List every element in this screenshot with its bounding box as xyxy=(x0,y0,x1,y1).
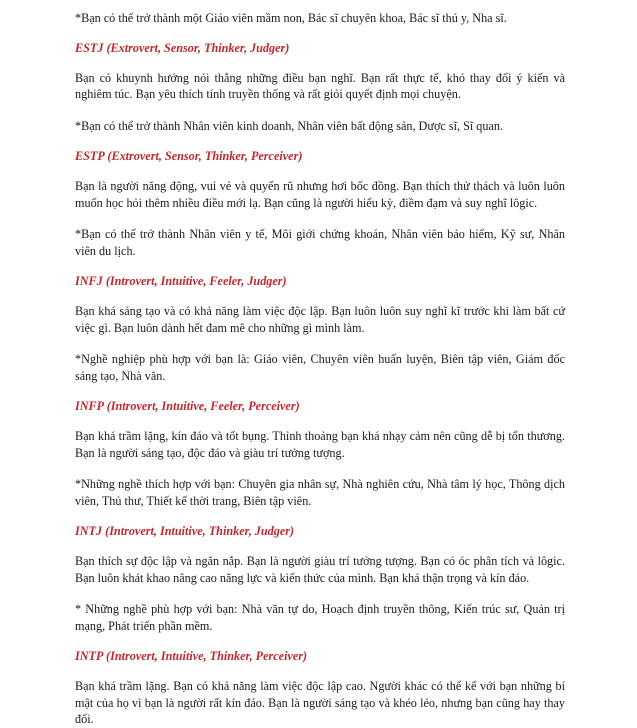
type-description-estp: Bạn là người năng động, vui vẻ và quyến rũ nhưng hơi bốc đồng. Bạn thích thử thách và luôn luôn muốn học hỏi thêm nhiều điều mới lạ. Bạn cũng là người hiếu kỳ, điềm đạm và suy nghĩ lôgic. xyxy=(75,178,565,210)
type-description-intp: Bạn khá trầm lặng. Bạn có khả năng làm việc độc lập cao. Người khác có thể kể với bạn những bí mật của họ vì bạn là người rất kín đáo. Bạn là người sáng tạo và khéo léo, nhưng bạn cũng hay thay đổi. xyxy=(75,678,565,727)
type-careers-infj: *Nghề nghiệp phù hợp với bạn là: Giáo viên, Chuyên viên huấn luyện, Biên tập viên, Giám đốc sáng tạo, Nhà văn. xyxy=(75,352,565,384)
type-heading-intj: INTJ (Introvert, Intuitive, Thinker, Judger) xyxy=(75,523,295,538)
type-heading-estp: ESTP (Extrovert, Sensor, Thinker, Perceiver) xyxy=(75,148,303,163)
type-description-intj: Bạn thích sự độc lập và ngăn nắp. Bạn là người giàu trí tưởng tượng. Bạn có óc phân tích và lôgic. Bạn luôn khát khao nâng cao năng lực và kiến thức của mình. Bạn khá thận trọng và kín đáo. xyxy=(75,553,565,585)
careers-note: *Bạn có thể trở thành một Giáo viên mầm non, Bác sĩ chuyên khoa, Bác sĩ thú y, Nha sĩ. xyxy=(75,11,507,25)
type-heading-infp: INFP (Introvert, Intuitive, Feeler, Perceiver) xyxy=(75,398,300,413)
type-careers-infp: *Những nghề thích hợp với bạn: Chuyên gia nhân sự, Nhà nghiên cứu, Nhà tâm lý học, Thông dịch viên, Thủ thư, Thiết kế thời trang, Biên tập viên. xyxy=(75,477,565,509)
type-heading-intp: INTP (Introvert, Intuitive, Thinker, Perceiver) xyxy=(75,648,308,663)
type-description-estj: Bạn có khuynh hướng nói thẳng những điều bạn nghĩ. Bạn rất thực tế, khó thay đổi ý kiến và nghiêm túc. Bạn yêu thích tính truyền thống và rất giỏi quyết định mọi chuyện. xyxy=(75,70,565,102)
type-heading-estj: ESTJ (Extrovert, Sensor, Thinker, Judger) xyxy=(75,40,290,55)
type-careers-intj: * Những nghề phù hợp với bạn: Nhà văn tự do, Hoạch định truyền thông, Kiến trúc sư, Quản trị mạng, Phát triển phần mềm. xyxy=(75,602,565,634)
type-careers-estp: *Bạn có thể trở thành Nhân viên y tế, Môi giới chứng khoán, Nhân viên bảo hiểm, Kỹ sư, Nhân viên du lịch. xyxy=(75,227,565,259)
type-description-infp: Bạn khá trầm lặng, kín đáo và tốt bụng. Thỉnh thoảng bạn khá nhạy cảm nên cũng dễ bị tổn thương. Bạn là người sáng tạo, độc đáo và giàu trí tưởng tượng. xyxy=(75,428,565,460)
type-careers-estj: *Bạn có thể trở thành Nhân viên kinh doanh, Nhân viên bất động sản, Dược sĩ, Sĩ quan. xyxy=(75,119,504,134)
type-description-infj: Bạn khá sáng tạo và có khả năng làm việc độc lập. Bạn luôn luôn suy nghĩ kĩ trước khi làm bất cứ việc gì. Bạn luôn dành hết đam mê cho những gì mình làm. xyxy=(75,303,565,335)
document-page xyxy=(75,10,565,728)
type-heading-infj: INFJ (Introvert, Intuitive, Feeler, Judger) xyxy=(75,273,287,288)
